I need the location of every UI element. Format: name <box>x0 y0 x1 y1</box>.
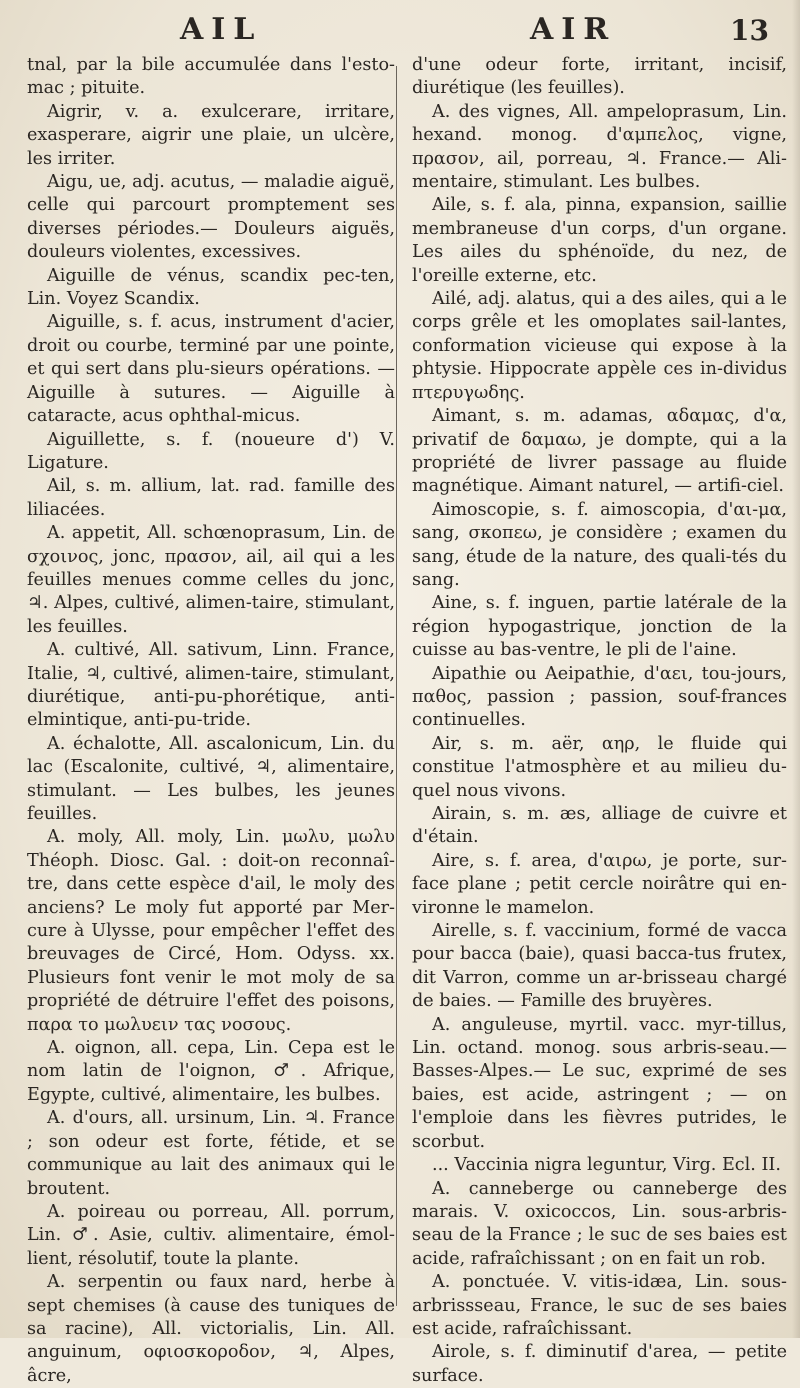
entry: Aine, s. f. inguen, partie latérale de la région hypogastrique, jonction de la cuisse au bas-ventre, le pli de l'aine. <box>412 593 787 661</box>
entry: A. poireau ou porreau, All. porrum, Lin. ♂. Asie, cultiv. alimentaire, émol-lient, résolutif, toute la plante. <box>27 1201 395 1269</box>
entry: Aigrir, v. a. exulcerare, irritare, exasperare, aigrir une plaie, un ulcère, les irriter. <box>27 101 395 169</box>
entry: d'une odeur forte, irritant, incisif, diurétique (les feuilles). <box>412 55 787 99</box>
left-column <box>27 54 395 1388</box>
entry: A. cultivé, All. sativum, Linn. France, Italie, ♃, cultivé, alimen-taire, stimulant, diurétique, anti-pu-phorétique, anti-elmintique, anti-pu-tride. <box>27 640 395 731</box>
running-header <box>0 8 800 52</box>
entry: A. serpentin ou faux nard, herbe à sept chemises (à cause des tuniques de sa racine), All. victorialis, Lin. All. anguinum, οφιοσκοροδον, ♃, Alpes, âcre, <box>27 1272 395 1386</box>
entry: A. appetit, All. schœnoprasum, Lin. de σχοινος, jonc, πρασον, ail, ail qui a les feuilles menues comme celles du jonc, ♃. Alpes, cultivé, alimen-taire, stimulant, les feuilles. <box>27 523 395 637</box>
entry: Air, s. m. aër, αηρ, le fluide qui constitue l'atmosphère et au milieu du-quel nous vivons. <box>412 733 787 801</box>
header-left-title: AIL <box>180 12 263 47</box>
entry: A. oignon, all. cepa, Lin. Cepa est le nom latin de l'oignon, ♂. Afrique, Egypte, cultivé, alimentaire, les bulbes. <box>27 1038 395 1105</box>
entry: A. anguleuse, myrtil. vacc. myr-tillus, Lin. octand. monog. sous arbris-seau.— Basses-Alpes.— Le suc, exprimé de ses baies, est acide, astringent ; — on l'emploie dans les fièvres putrides, le scorbut. <box>412 1014 787 1152</box>
entry: A. échalotte, All. ascalonicum, Lin. du lac (Escalonite, cultivé, ♃, alimentaire, stimulant. — Les bulbes, les jeunes feuilles. <box>27 733 395 824</box>
entry: Aile, s. f. ala, pinna, expansion, saillie membraneuse d'un corps, d'un organe. Les ailes du sphénoïde, du nez, de l'oreille externe, etc. <box>412 195 787 286</box>
entry: Aiguillette, s. f. (noueure d') V. Ligature. <box>27 429 395 473</box>
entry: Airain, s. m. æs, alliage de cuivre et d'étain. <box>412 804 787 848</box>
entry: Aiguille, s. f. acus, instrument d'acier, droit ou courbe, terminé par une pointe, et qui sert dans plu-sieurs opérations. — Aiguille à sutures. — Aiguille à cataracte, acus ophthal-micus. <box>27 312 395 427</box>
header-right-title: AIR <box>530 12 617 47</box>
page-edge-shadow <box>792 0 800 1338</box>
entry: Aimant, s. m. adamas, αδαμας, d'α, privatif de δαμαω, je dompte, qui a la propriété de livrer passage au fluide magnétique. Aimant naturel, — artifi-ciel. <box>412 406 787 497</box>
entry: A. d'ours, all. ursinum, Lin. ♃. France ; son odeur est forte, fétide, et se communique au lait des animaux qui le broutent. <box>27 1108 395 1199</box>
entry: Aigu, ue, adj. acutus, — maladie aiguë, celle qui parcourt promptement ses diverses périodes.— Douleurs aiguës, douleurs violentes, excessives. <box>27 172 395 263</box>
entry: Aiguille de vénus, scandix pec-ten, Lin. Voyez Scandix. <box>27 265 395 310</box>
entry: tnal, par la bile accumulée dans l'esto-mac ; pituite. <box>27 55 395 99</box>
entry: A. canneberge ou canneberge des marais. V. oxicoccos, Lin. sous-arbris-seau de la France ; le suc de ses baies est acide, rafraîchissant ; on en fait un rob. <box>412 1178 787 1269</box>
entry: Ail, s. m. allium, lat. rad. famille des liliacées. <box>27 476 395 520</box>
right-column <box>412 54 787 1388</box>
entry: Aimoscopie, s. f. aimoscopia, d'αι-μα, sang, σκοπεω, je considère ; examen du sang, étude de la nature, des quali-tés du sang. <box>412 499 787 590</box>
entry: A. ponctuée. V. vitis-idæa, Lin. sous-arbrissseau, France, le suc de ses baies est acide, rafraîchissant. <box>412 1272 787 1339</box>
entry: Airelle, s. f. vaccinium, formé de vacca pour bacca (baie), quasi bacca-tus frutex, dit Varron, comme un ar-brisseau chargé de baies. — Famille des bruyères. <box>412 921 787 1012</box>
entry: A. moly, All. moly, Lin. μωλυ, μωλυ Théoph. Diosc. Gal. : doit-on reconnaî-tre, dans cette espèce d'ail, le moly des anciens? Le moly fut apporté par Mer-cure à Ulysse, pour empêcher l'effet des breuvages de Circé, Hom. Odyss. xx. Plusieurs font venir le mot moly de sa propriété de détruire l'effet des poisons, παρα το μωλυειν τας νοσους. <box>27 827 395 1035</box>
entry: Aire, s. f. area, d'αιρω, je porte, sur-face plane ; petit cercle noirâtre qui en-vironne le mamelon. <box>412 850 787 918</box>
column-divider <box>396 66 397 1306</box>
entry: Ailé, adj. alatus, qui a des ailes, qui a le corps grêle et les omoplates sail-lantes, conformation vicieuse qui expose à la phtysie. Hippocrate appèle ces in-dividus πτερυγωδης. <box>412 289 787 403</box>
page-number: 13 <box>730 14 769 47</box>
entry: Airole, s. f. diminutif d'area, — petite surface. <box>412 1342 787 1386</box>
quotation: ... Vaccinia nigra leguntur, Virg. Ecl. II. <box>432 1155 781 1176</box>
entry: Aipathie ou Aeipathie, d'αει, tou-jours, παθος, passion ; passion, souf-frances continuelles. <box>412 663 787 731</box>
entry: A. des vignes, All. ampeloprasum, Lin. hexand. monog. d'αμπελος, vigne, πρασον, ail, porreau, ♃. France.— Ali-mentaire, stimulant. Les bulbes. <box>412 101 787 193</box>
